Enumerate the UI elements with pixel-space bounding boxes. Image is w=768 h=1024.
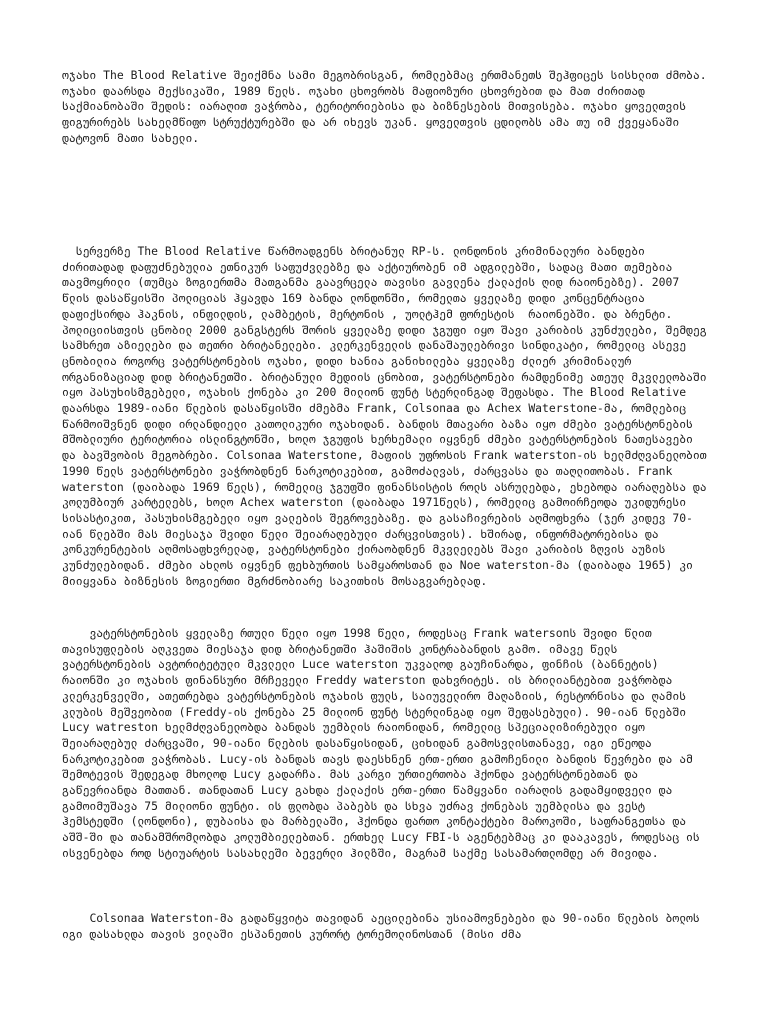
- paragraph-3: ვატერსტონების ყველაზე რთული წელი იყო 1998 წელი, როდესაც Frank watersonს შვიდი წლით თავისუფლების აღკვეთა მიესაჯა დიდ ბრიტანეთში ჰაშიშის კონტრაბანდის გამო. იმავე წელს ვატერსტონების ავტორიტეტული მკვლელი Luce waterston უკვალოდ გაუჩინარდა, ფინჩის (ბანნეტის) რაიონში კი ოჯახის ფინანსური მრჩეველი Freddy waterston დახვრიტეს. ის ბრილიანტებით ვაჭრობდა კლერკენველში, ათეთრებდა ვატერსტონების ოჯახის ფულს, საიუველირო მაღაზიის, რესტორნისა და ღამის კლუბის მეშვეობით (Freddy-ის ქონება 25 მილიონ ფუნტ სტერლინგად იყო შეფასებული). 90-იან წლებში Lucy watreston ხელმძღვანელობდა ბანდას უემბლის რაიონიდან, რომელიც სპეციალიზირებული იყო შეიარაღებულ ძარცვაში, 90-იანი წლების დასაწყისიდან, ციხიდან გამოსვლისთანავე, იგი ეწეოდა ნარკოტიკებით ვაჭრობას. Lucy-ის ბანდას თავს დაესხნენ ერთ-ერთი გამოჩენილი ბანდის წევრები და ამ შემოტევის შედეგად მხოლოდ Lucy გადარჩა. მას კარგი ურთიერთობა ჰქონდა ვატერსტონებთან და გაწევრიანდა მათთან. თანდათან Lucy გახდა ქალაქის ერთ-ერთი წამყვანი იარაღის გადამყიდველი და გამოიმუშავა 75 მილიონი ფუნტი. ის ფლობდა პაბებს და სხვა უძრავ ქონებას უემბლისა და ვესტ ჰემსტედში (ლონდონი), დუბაისა და მარბელაში, ჰქონდა ფართო კონტაქტები მაროკოში, საფრანგეთსა და აშშ-ში და თანამშრომლობდა კოლუმბიელებთან. ერთხელ Lucy FBI-ს აგენტებმაც კი დააკავეს, როდესაც ის ისვენებდა როდ სტიუარტის სასახლეში ბევერლი ჰილზში, მაგრამ საქმე სასამართლომდე არ მივიდა.: [62, 626, 707, 860]
- paragraph-4: Colsonaa Waterston-მა გადაწყვიტა თავიდან აეცილებინა უსიამოვნებები და 90-იანი წლების ბოლოს იგი დასახლდა თავის ვილაში ესპანეთის კურორტ ტორემოლინოსთან (მისი ძმა: [62, 911, 707, 941]
- paragraph-2: სერვერზე The Blood Relative წარმოადგენს ბრიტანულ RP-ს. ლონდონის კრიმინალური ბანდები ძირითადად დაფუძნებულია ეთნიკურ საფუძვლებზე და აქტიურობენ იმ ადგილებში, სადაც მათი თემებია თავმოყრილი (თუმცა ზოგიერთმა მათგანმა გაავრცელა თავისი გავლენა ქალაქის ღიდ რაიონებზე). 2007 წლის დასაწყისში პოლიციას ჰყავდა 169 ბანდა ლონდონში, რომელთა ყველაზე დიდი კონცენტრაცია დაფიქსირდა ჰაკნის, ინფილდის, ლამბეტის, მერტონის , უოლტჰემ ფორესტის რაიონებში. და ბრენტი. პოლიციისთვის ცნობილ 2000 განგსტერს შორის ყველაზე დიდი ჯგუფი იყო შავი კარიბის კუნძულები, შემდეგ სამხრეთ აზიელები და თეთრი ბრიტანელები. კლერკენველის დანაშაულებრივი სინდიკატი, რომელიც ასევე ცნობილია როგორც ვატერსტონების ოჯახი, დიდი ხანია განიხილება ყველაზე ძლიერ კრიმინალურ ორგანიზაციად დიდ ბრიტანეთში. ბრიტანული მედიის ცნობით, ვატერსტონები რამდენიმე ათეულ მკვლელობაში იყო პასუხისმგებელი, ოჯახის ქონება კი 200 მილიონ ფუნტ სტერლინგად შეფასდა. The Blood Relative დაარსდა 1989-იანი წლების დასაწყისში ძმებმა Frank, Colsonaa და Achex Waterstone-მა, რომლებიც წარმოიშვნენ დიდი ირლანდიელი კათოლიკური ოჯახიდან. ბანდის მთავარი ბაზა იყო ძმები ვატერსტონების მშობლიური ტერიტორია ისლინგტონში, ხოლო ჯგუფის ხერხემალი იყვნენ ძმები ვატერსტონების ნათესავები და ბავშვობის მეგობრები. Colsonaa Waterstone, მაფიის უფროსის Frank waterston-ის ხელმძღვანელობით 1990 წელს ვატერსტონები ვაჭრობდნენ ნარკოტიკებით, გამოძალვას, ძარცვასა და თაღლითობას. Frank waterston (დაიბადა 1969 წელს), რომელიც ჯგუფში ფინანსისტის როლს ასრულებდა, ეხებოდა იარაღებსა და კოლუმბიურ კარტელებს, ხოლო Achex waterston (დაიბადა 1971წელს), რომელიც გამოირჩეოდა უკიდურესი სისასტიკით, პასუხისმგებელი იყო ვალების შეგროვებაზე. და გასაჩივრების აღმოფხვრა (ჯერ კიდევ 70-იან წლებში მას მიესაჯა შვიდი წელი შეიარაღებული ძარცვისთვის). ხშირად, ინფორმატორებისა და კონკურენტების აღმოსაფხვრელად, ვატერსტონები ქირაობდნენ მკვლელებს შავი კარიბის ზღვის აუზის კუნძულებიდან. ძმები ახლოს იყვნენ ფეხბურთის სამყაროსთან და Noe waterston-მა (დაიბადა 1965) კი მიიყვანა ბიზნესის ზოგიერთი მგრძნობიარე საკითხის მოსაგვარებლად.: [62, 244, 721, 588]
- paragraph-1: ოჯახი The Blood Relative შეიქმნა სამი მეგობრისგან, რომლებმაც ერთმანეთს შეჰფიცეს სისხლით ძმობა. ოჯახი დაარსდა მექსიკაში, 1989 წელს. ოჯახი ცხოვრობს მაფიოზური ცხოვრებით და მათ ძირითად საქმიანობაში შედის: იარაღით ვაჭრობა, ტერიტორიებისა და ბიზნესების მითვისება. ოჯახი ყოველთვის ფიგურირებს სახელმწიფო სტრუქტურებში და არ იხევს უკან. ყოველთვის ცდილობს ამა თუ იმ ქვეყანაში დატოვონ მათი სახელი.: [62, 68, 714, 145]
